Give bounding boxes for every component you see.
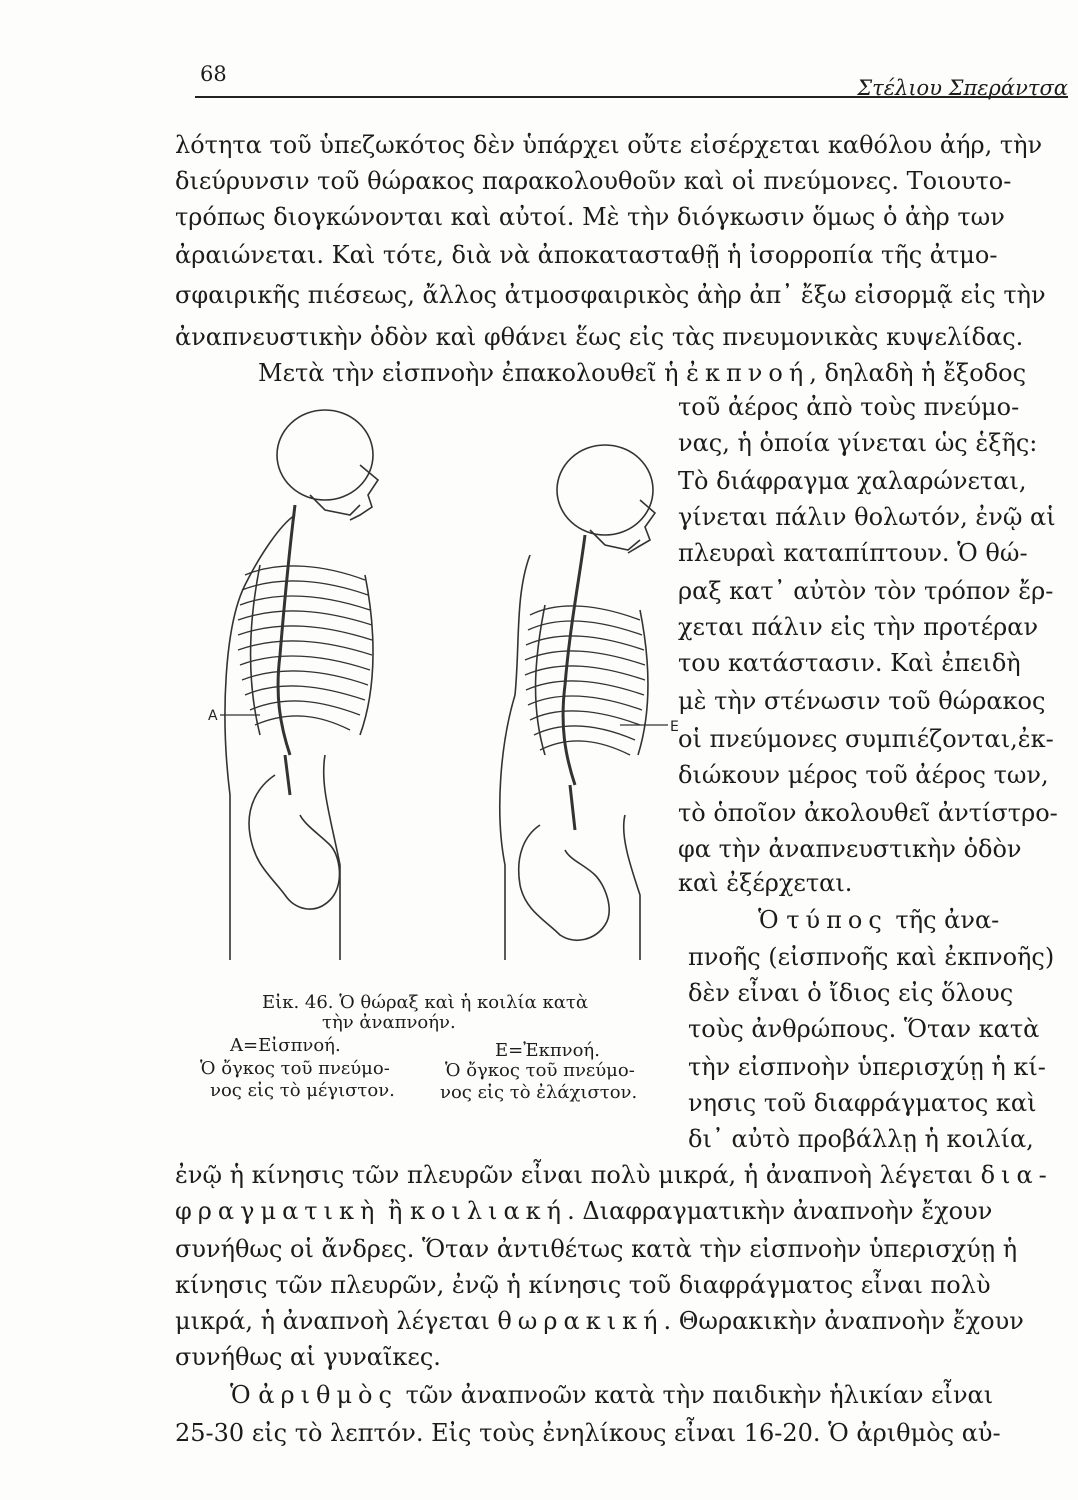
figure-note-left: νος εἰς τὸ μέγιστον. [210,1080,395,1101]
text-line: τὴν εἰσπνοὴν ὑπερισχύῃ ἡ κί- [688,1053,1046,1081]
text-line: πνοῆς (εἰσπνοῆς καὶ ἐκπνοῆς) [688,943,1055,971]
text-line: τρόπως διογκώνονται καὶ αὐτοί. Μὲ τὴν διόγκωσιν ὅμως ὁ ἀὴρ των [175,203,1005,231]
text-line [758,905,999,935]
text-run: τῶν ἀναπνοῶν κατὰ τὴν παιδικὴν ἡλικίαν εἶναι [397,1381,994,1409]
spaced-term: ἐκπνοή [686,359,810,387]
text-line: νησις τοῦ διαφράγματος καὶ [688,1089,1037,1117]
text-line: ἀναπνευστικὴν ὁδὸν καὶ φθάνει ἕως εἰς τὰς πνευμονικὰς κυψελίδας. [175,323,1024,351]
right-pelvis [519,825,609,940]
text-line: του κατάστασιν. Καὶ ἐπειδὴ [678,649,1021,677]
text-line: ἀραιώνεται. Καὶ τότε, διὰ νὰ ἀποκατασταθῇ ἡ ἰσορροπία τῆς ἀτμο- [175,241,998,269]
spaced-term: θωρακική [497,1307,664,1335]
text-line: συνήθως αἱ γυναῖκες. [175,1343,441,1371]
text-line [175,1306,1024,1336]
text-line [175,1160,1053,1190]
label-a: A [208,708,218,724]
text-line: τοὺς ἀνθρώπους. Ὅταν κατὰ [688,1015,1040,1043]
text-line: διεύρυνσιν τοῦ θώρακος παρακολουθοῦν καὶ οἱ πνεύμονες. Τοιουτο- [175,167,1012,195]
text-line: πλευραὶ καταπίπτουν. Ὁ θώ- [678,539,1028,567]
text-run: μικρά, ἡ ἀναπνοὴ λέγεται [175,1307,498,1335]
figure-note-left: Ὁ ὄγκος τοῦ πνεύμο- [200,1058,390,1079]
skeleton-figure [200,395,680,975]
skeleton-illustration [200,395,680,975]
text-run: Μετὰ τὴν εἰσπνοὴν ἐπακολουθεῖ ἡ [258,359,687,387]
text-line: οἱ πνεύμονες συμπιέζονται,ἐκ- [678,725,1054,753]
text-line [230,1380,993,1410]
figure-note-right: Ὁ ὄγκος τοῦ πνεύμο- [445,1060,635,1081]
text-line: φα τὴν ἀναπνευστικὴν ὁδὸν [678,835,1022,863]
figure-label-left: A=Εἰσπνοή. [230,1035,341,1056]
text-run: τῆς ἀνα- [887,906,1000,934]
figure-caption: τὴν ἀναπνοήν. [322,1012,456,1033]
text-line: γίνεται πάλιν θολωτόν, ἐνῷ αἱ [678,503,1056,531]
text-run: Ὁ [758,906,787,934]
text-line: Τὸ διάφραγμα χαλαρώνεται, [678,467,1027,495]
figure-note-right: νος εἰς τὸ ἐλάχιστον. [440,1082,638,1103]
text-line: λότητα τοῦ ὑπεζωκότος δὲν ὑπάρχει οὔτε εἰσέρχεται καθόλου ἀήρ, τὴν [175,131,1043,159]
text-line: μὲ τὴν στένωσιν τοῦ θώρακος [678,687,1046,715]
spaced-term: δια- [980,1161,1053,1189]
text-line: ραξ κατ᾽ αὐτὸν τὸν τρόπον ἔρ- [678,577,1054,605]
text-run: . Διαφραγματικὴν ἀναπνοὴν ἔχουν [567,1197,993,1225]
page-number: 68 [200,62,227,86]
spaced-term: ἀριθμὸς [258,1381,398,1409]
text-line: 25-30 εἰς τὸ λεπτόν. Εἰς τοὺς ἐνηλίκους εἶναι 16-20. Ὁ ἀριθμὸς αὐ- [175,1419,1001,1447]
running-header-author: Στέλιου Σπεράντσα [857,76,1068,100]
text-line [175,1196,992,1226]
label-e: E [670,719,679,735]
text-line: χεται πάλιν εἰς τὴν προτέραν [678,613,1039,641]
figure-label-right: E=Ἐκπνοή. [495,1040,600,1061]
text-line: δι᾽ αὐτὸ προβάλλῃ ἡ κοιλία, [688,1125,1034,1153]
text-line: διώκουν μέρος τοῦ ἀέρος των, [678,761,1049,789]
spaced-term: κοιλιακή [409,1197,568,1225]
header-rule [195,96,1068,98]
spaced-term: φραγματικὴ [175,1197,381,1225]
text-line: τοῦ ἀέρος ἀπὸ τοὺς πνεύμο- [678,393,1020,421]
text-run: Ὁ [230,1381,259,1409]
spaced-term: τύπος [786,906,888,934]
text-line: δὲν εἶναι ὁ ἴδιος εἰς ὅλους [688,979,1014,1007]
right-skull [557,445,653,535]
text-line: καὶ ἐξέρχεται. [678,869,853,897]
text-run: . Θωρακικὴν ἀναπνοὴν ἔχουν [663,1307,1024,1335]
text-run: ἐνῷ ἡ κίνησις τῶν πλευρῶν εἶναι πολὺ μικρά, ἡ ἀναπνοὴ λέγεται [175,1161,981,1189]
text-line: σφαιρικῆς πιέσεως, ἄλλος ἀτμοσφαιρικὸς ἀὴρ ἀπ᾽ ἔξω εἰσορμᾷ εἰς τὴν [175,281,1046,309]
figure-caption: Εἰκ. 46. Ὁ θώραξ καὶ ἡ κοιλία κατὰ [262,992,589,1013]
left-skull [277,410,373,500]
text-line: νας, ἡ ὁποία γίνεται ὡς ἑξῆς: [678,429,1038,457]
text-line: κίνησις τῶν πλευρῶν, ἐνῷ ἡ κίνησις τοῦ διαφράγματος εἶναι πολὺ [175,1271,991,1299]
text-run: , δηλαδὴ ἡ ἔξοδος [809,359,1027,387]
text-line: τὸ ὁποῖον ἀκολουθεῖ ἀντίστρο- [678,799,1058,827]
text-line [258,358,1026,388]
text-run: ἢ [380,1197,410,1225]
text-line: συνήθως οἱ ἄνδρες. Ὅταν ἀντιθέτως κατὰ τὴν εἰσπνοὴν ὑπερισχύῃ ἡ [175,1235,1018,1263]
